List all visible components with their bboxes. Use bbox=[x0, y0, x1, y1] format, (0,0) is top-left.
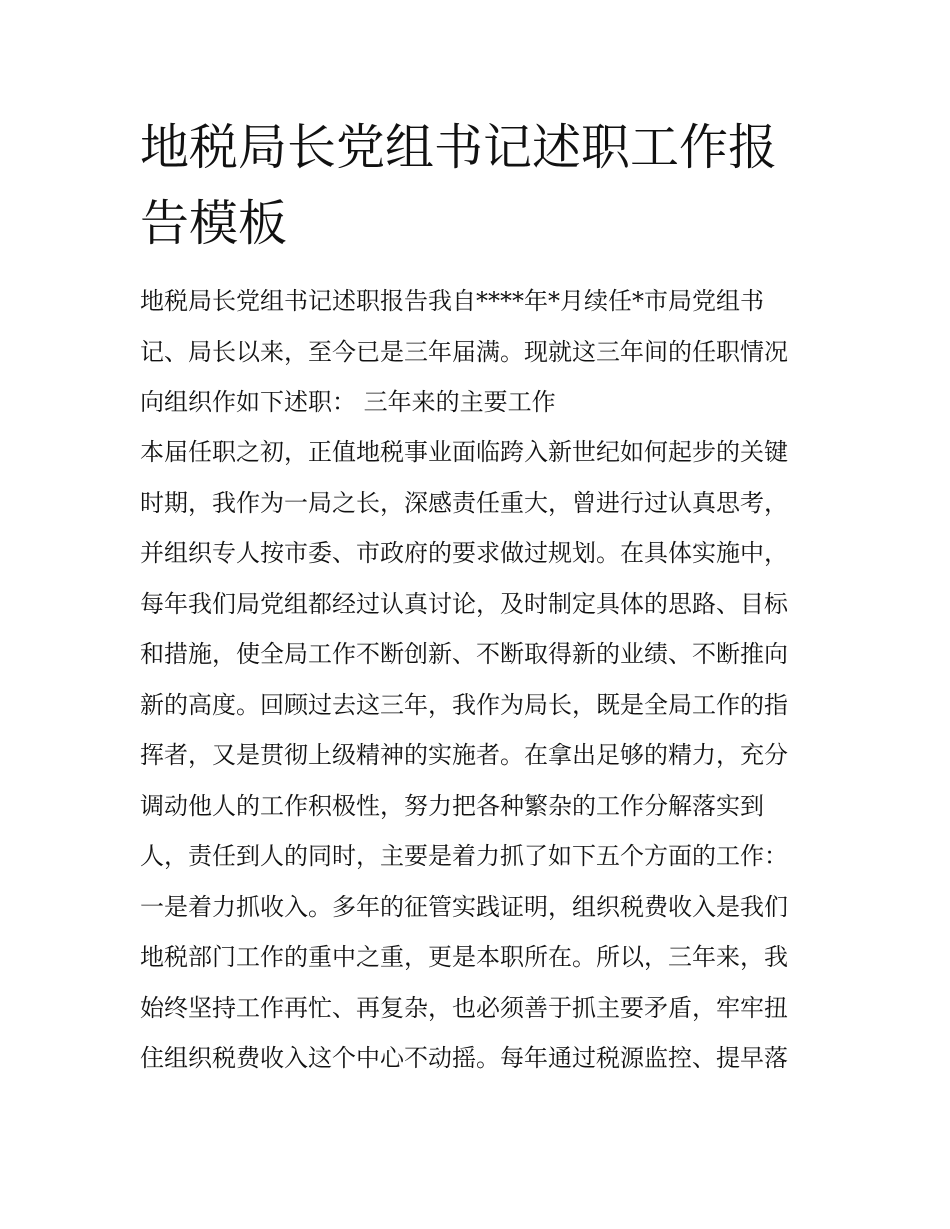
document-title-line-1: 地税局长党组书记述职工作报 bbox=[140, 119, 778, 176]
body-line-16: 住组织税费收入这个中心不动摇。每年通过税源监控、提早落 bbox=[140, 1044, 788, 1072]
body-line-11: 调动他人的工作积极性，努力把各种繁杂的工作分解落实到 bbox=[140, 792, 764, 820]
body-line-12: 人，责任到人的同时，主要是着力抓了如下五个方面的工作： bbox=[140, 842, 788, 870]
body-line-4: 本届任职之初，正值地税事业面临跨入新世纪如何起步的关键 bbox=[140, 438, 788, 466]
body-line-6: 并组织专人按市委、市政府的要求做过规划。在具体实施中， bbox=[140, 539, 788, 567]
body-line-10: 挥者，又是贯彻上级精神的实施者。在拿出足够的精力，充分 bbox=[140, 741, 788, 769]
body-line-5: 时期，我作为一局之长，深感责任重大，曾进行过认真思考， bbox=[140, 489, 788, 517]
body-line-3: 向组织作如下述职： 三年来的主要工作 bbox=[140, 388, 556, 416]
body-line-14: 地税部门工作的重中之重，更是本职所在。所以，三年来，我 bbox=[140, 943, 788, 971]
body-line-13: 一是着力抓收入。多年的征管实践证明，组织税费收入是我们 bbox=[140, 893, 788, 921]
body-line-15: 始终坚持工作再忙、再复杂，也必须善于抓主要矛盾，牢牢扭 bbox=[140, 994, 788, 1022]
body-line-9: 新的高度。回顾过去这三年，我作为局长，既是全局工作的指 bbox=[140, 691, 788, 719]
body-line-7: 每年我们局党组都经过认真讨论，及时制定具体的思路、目标 bbox=[140, 590, 788, 618]
body-line-2: 记、局长以来，至今已是三年届满。现就这三年间的任职情况 bbox=[140, 338, 788, 366]
body-line-1: 地税局长党组书记述职报告我自****年*月续任*市局党组书 bbox=[140, 287, 764, 315]
document-title-line-2: 告模板 bbox=[140, 195, 288, 252]
body-line-8: 和措施，使全局工作不断创新、不断取得新的业绩、不断推向 bbox=[140, 640, 788, 668]
